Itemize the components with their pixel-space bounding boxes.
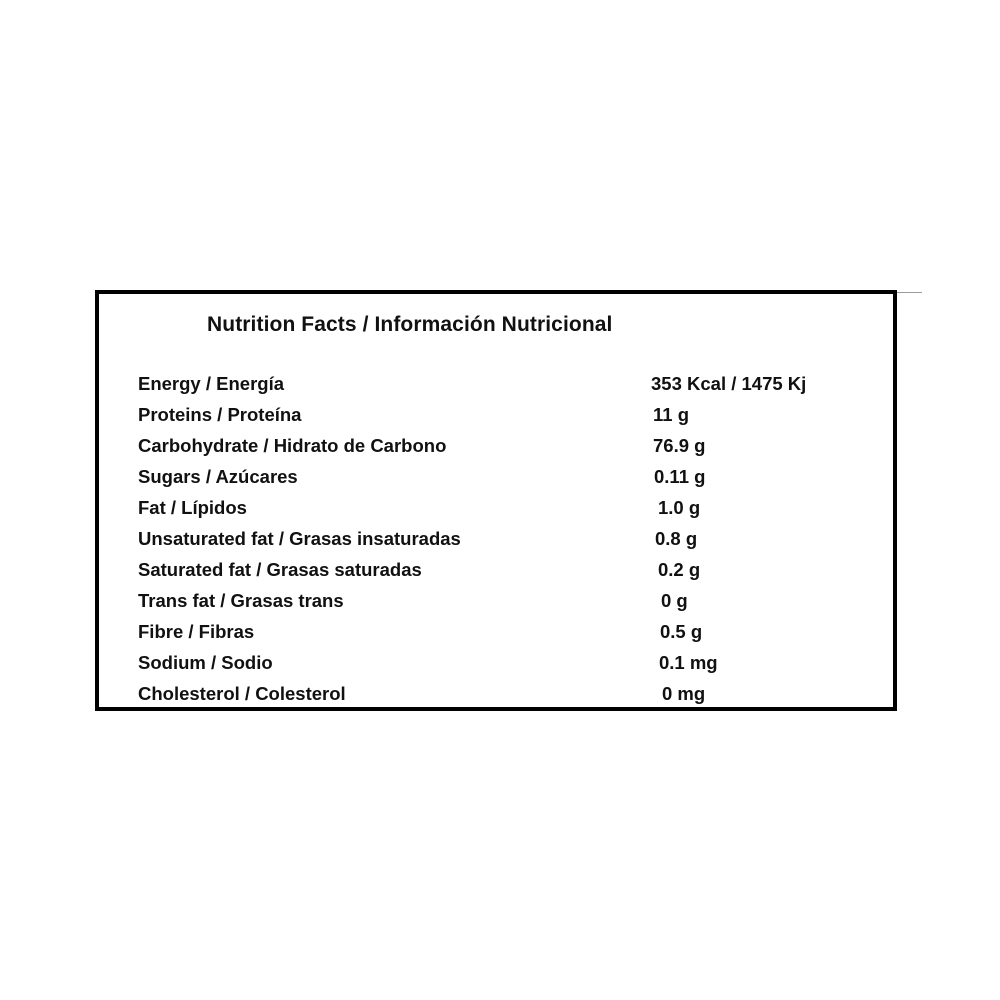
- nutrient-amount: 0.2 g: [658, 559, 701, 580]
- nutrient-row-energy: [99, 368, 893, 399]
- nutrient-name: Sugars / Azúcares: [138, 466, 298, 487]
- panel-title: Nutrition Facts / Información Nutricional: [207, 313, 613, 336]
- nutrient-name: Cholesterol / Colesterol: [138, 683, 346, 704]
- nutrient-name: Energy / Energía: [138, 373, 284, 394]
- nutrient-name: Unsaturated fat / Grasas insaturadas: [138, 528, 461, 549]
- nutrient-name: Fibre / Fibras: [138, 621, 255, 642]
- nutrient-list: [99, 368, 893, 709]
- nutrient-name: Saturated fat / Grasas saturadas: [138, 559, 422, 580]
- nutrient-row-sugars: [99, 461, 893, 492]
- nutrient-row-sodium: [99, 647, 893, 678]
- nutrient-row-carbohydrate: [99, 430, 893, 461]
- nutrient-name: Trans fat / Grasas trans: [138, 590, 344, 611]
- nutrient-row-trans-fat: [99, 585, 893, 616]
- nutrient-amount: 353 Kcal / 1475 Kj: [651, 373, 807, 394]
- nutrient-row-protein: [99, 399, 893, 430]
- nutrient-amount: 0.11 g: [654, 466, 706, 487]
- nutrient-amount: 76.9 g: [653, 435, 706, 456]
- nutrient-name: Carbohydrate / Hidrato de Carbono: [138, 435, 447, 456]
- nutrient-row-fat: [99, 492, 893, 523]
- nutrient-name: Proteins / Proteína: [138, 404, 302, 425]
- nutrient-amount: 1.0 g: [658, 497, 701, 518]
- nutrient-amount: 0 g: [661, 590, 688, 611]
- nutrient-row-unsaturated-fat: [99, 523, 893, 554]
- nutrient-row-cholesterol: [99, 678, 893, 709]
- nutrient-name: Sodium / Sodio: [138, 652, 273, 673]
- nutrient-amount: 0.1 mg: [659, 652, 718, 673]
- nutrient-row-saturated-fat: [99, 554, 893, 585]
- nutrient-amount: 11 g: [653, 404, 689, 425]
- nutrition-facts-panel: [95, 290, 897, 711]
- nutrient-amount: 0 mg: [662, 683, 706, 704]
- nutrient-name: Fat / Lípidos: [138, 497, 247, 518]
- nutrient-row-fibre: [99, 616, 893, 647]
- divider-line: [897, 292, 922, 293]
- nutrient-amount: 0.5 g: [660, 621, 703, 642]
- nutrient-amount: 0.8 g: [655, 528, 698, 549]
